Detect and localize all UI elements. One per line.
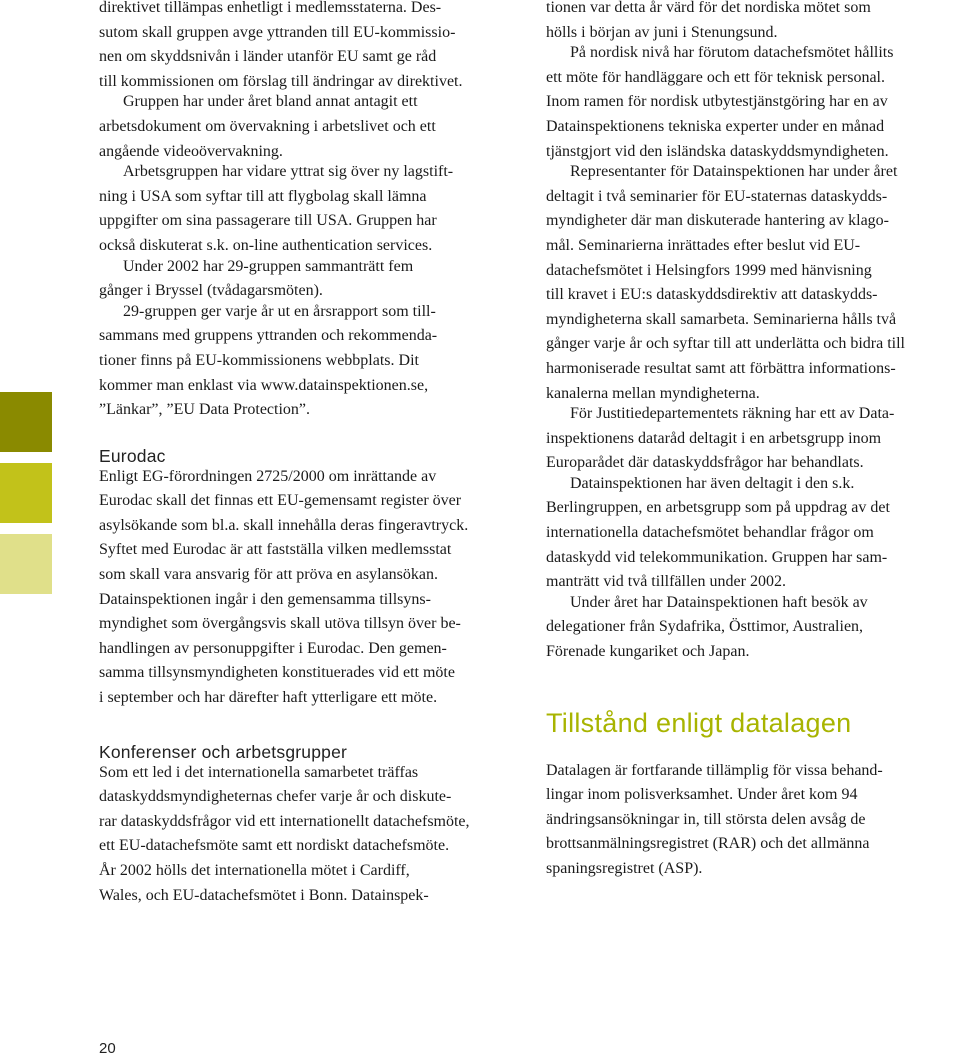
text-line: nen om skyddsnivån i länder utanför EU samt ge råd (99, 48, 437, 66)
text-line: Inom ramen för nordisk utbytestjänstgöring har en av (546, 93, 888, 111)
text-line: Under 2002 har 29-gruppen sammanträtt fem (123, 257, 414, 275)
text-line: harmoniserade resultat samt att förbättra informations- (546, 359, 896, 377)
text-line: som skall vara ansvarig för att pröva en asylansökan. (99, 566, 439, 584)
text-line: Datainspektionen ingår i den gemensamma tillsyns- (99, 590, 431, 608)
left-column (99, 0, 510, 908)
text-line: myndigheter där man diskuterade hantering av klago- (546, 212, 889, 230)
text-line: Arbetsgruppen har vidare yttrat sig över ny lagstift- (123, 163, 454, 181)
paragraph (546, 0, 960, 45)
text-line: i september och har därefter haft ytterligare ett möte. (99, 689, 438, 707)
text-line: datachefsmötet i Helsingfors 1999 med hänvisning (546, 261, 872, 279)
text-line: År 2002 hölls det internationella mötet i Cardiff, (99, 862, 410, 879)
text-line: Datainspektionens tekniska experter under en månad (546, 117, 885, 135)
text-line: myndigheterna skall samarbeta. Seminarierna hålls två (546, 310, 897, 328)
text-line: gånger i Bryssel (tvådagarsmöten). (99, 282, 323, 300)
heading-eurodac: Eurodac (99, 445, 166, 466)
text-line: mål. Seminarierna inrättades efter beslut vid EU- (546, 236, 861, 254)
text-line: inspektionens dataråd deltagit i en arbetsgrupp inom (546, 429, 882, 447)
paragraph (99, 300, 510, 423)
paragraph (546, 160, 960, 406)
page-number: 20 (99, 1040, 116, 1057)
paragraph (99, 761, 510, 909)
text-line: Wales, och EU-datachefsmötet i Bonn. Datainspek- (99, 886, 429, 904)
text-line: delegationer från Sydafrika, Östtimor, Australien, (546, 618, 864, 636)
decorative-squares (0, 392, 52, 605)
text-line: ett EU-datachefsmöte samt ett nordiskt datachefsmöte. (99, 837, 450, 855)
paragraph (99, 255, 510, 304)
text-line: asylsökande som bl.a. skall innehålla deras fingeravtryck. (99, 516, 469, 534)
text-line: Enligt EG-förordningen 2725/2000 om inrättande av (99, 467, 437, 485)
text-line: ändringsansökningar in, till största delen avsåg de (546, 810, 866, 828)
text-line: 29-gruppen ger varje år ut en årsrapport som till- (123, 302, 436, 320)
text-line: handlingen av personuppgifter i Eurodac. Den gemen- (99, 639, 447, 657)
paragraph (99, 160, 510, 258)
text-line: Eurodac skall det finnas ett EU-gemensamt register över (99, 492, 462, 510)
text-line: Förenade kungariket och Japan. (546, 643, 750, 661)
text-line: tionen var detta år värd för det nordiska mötet som (546, 0, 871, 16)
text-line: lingar inom polisverksamhet. Under året kom 94 (546, 786, 858, 804)
paragraph (546, 759, 960, 882)
paragraph (99, 465, 510, 711)
text-line: sammans med gruppens yttranden och rekommenda- (99, 327, 438, 345)
text-line: ”Länkar”, ”EU Data Protection”. (99, 401, 311, 419)
text-line: kanalerna mellan myndigheterna. (546, 384, 760, 402)
text-line: Representanter för Datainspektionen har under året (570, 163, 898, 181)
text-line: Som ett led i det internationella samarbetet träffas (99, 763, 419, 781)
paragraph (99, 90, 510, 164)
text-line: Under året har Datainspektionen haft besök av (570, 593, 868, 611)
text-line: myndighet som övergångsvis skall utöva tillsyn över be- (99, 615, 461, 633)
paragraph (546, 402, 960, 476)
paragraph (546, 591, 960, 665)
text-line: samma tillsynsmyndigheten konstituerades vid ett möte (99, 664, 455, 682)
text-line: tjänstgjort vid den isländska dataskyddsmyndigheten. (546, 142, 889, 160)
text-line: angående videoövervakning. (99, 142, 283, 160)
text-line: dataskyddsmyndigheternas chefer varje år och diskute- (99, 788, 452, 806)
text-line: gånger varje år och syftar till att underlätta och bidra till (546, 335, 905, 353)
text-line: internationella datachefsmötet behandlar frågor om (546, 524, 874, 542)
text-line: Europarådet där dataskyddsfrågor har behandlats. (546, 454, 864, 472)
text-line: kommer man enklast via www.datainspektionen.se, (99, 376, 429, 394)
text-line: deltagit i två seminarier för EU-staternas dataskydds- (546, 187, 888, 205)
text-line: sutom skall gruppen avge yttranden till EU-kommissio- (99, 23, 456, 41)
text-line: För Justitiedepartementets räkning har ett av Data- (570, 405, 895, 423)
paragraph (99, 0, 510, 94)
text-line: Syftet med Eurodac är att fastställa vilken medlemsstat (99, 541, 452, 559)
text-line: till kravet i EU:s dataskyddsdirektiv att dataskydds- (546, 286, 878, 304)
text-line: arbetsdokument om övervakning i arbetslivet och ett (99, 117, 436, 135)
text-line: uppgifter om sina passagerare till USA. Gruppen har (99, 212, 437, 230)
text-line: tioner finns på EU-kommissionens webbplats. Dit (99, 351, 419, 369)
text-line: dataskydd vid telekommunikation. Gruppen har sam- (546, 548, 888, 566)
text-line: hölls i början av juni i Stenungsund. (546, 23, 778, 41)
square-light (0, 534, 52, 594)
heading-tillstand: Tillstånd enligt datalagen (546, 707, 852, 738)
text-line: ning i USA som syftar till att flygbolag skall lämna (99, 187, 427, 205)
text-line: direktivet tillämpas enhetligt i medlemsstaterna. Des- (99, 0, 442, 16)
text-line: rar dataskyddsfrågor vid ett internationellt datachefsmöte, (99, 812, 470, 830)
square-dark (0, 392, 52, 452)
text-line: Gruppen har under året bland annat antagit ett (123, 93, 418, 111)
text-line: spaningsregistret (ASP). (546, 860, 703, 877)
paragraph (546, 472, 960, 595)
text-line: På nordisk nivå har förutom datachefsmötet hållits (570, 44, 894, 62)
square-medium (0, 463, 52, 523)
text-line: Datalagen är fortfarande tillämplig för vissa behand- (546, 761, 883, 779)
text-line: Berlingruppen, en arbetsgrupp som på uppdrag av det (546, 499, 890, 517)
text-line: Datainspektionen har även deltagit i den s.k. (570, 474, 855, 492)
text-line: manträtt vid två tillfällen under 2002. (546, 573, 786, 591)
paragraph (546, 41, 960, 164)
text-line: brottsanmälningsregistret (RAR) och det allmänna (546, 835, 870, 853)
right-column (546, 0, 960, 882)
text-line: ett möte för handläggare och ett för teknisk personal. (546, 68, 885, 86)
heading-konferenser: Konferenser och arbetsgrupper (99, 741, 348, 762)
text-line: också diskuterat s.k. on-line authentication services. (99, 236, 433, 254)
text-line: till kommissionen om förslag till ändringar av direktivet. (99, 72, 463, 90)
